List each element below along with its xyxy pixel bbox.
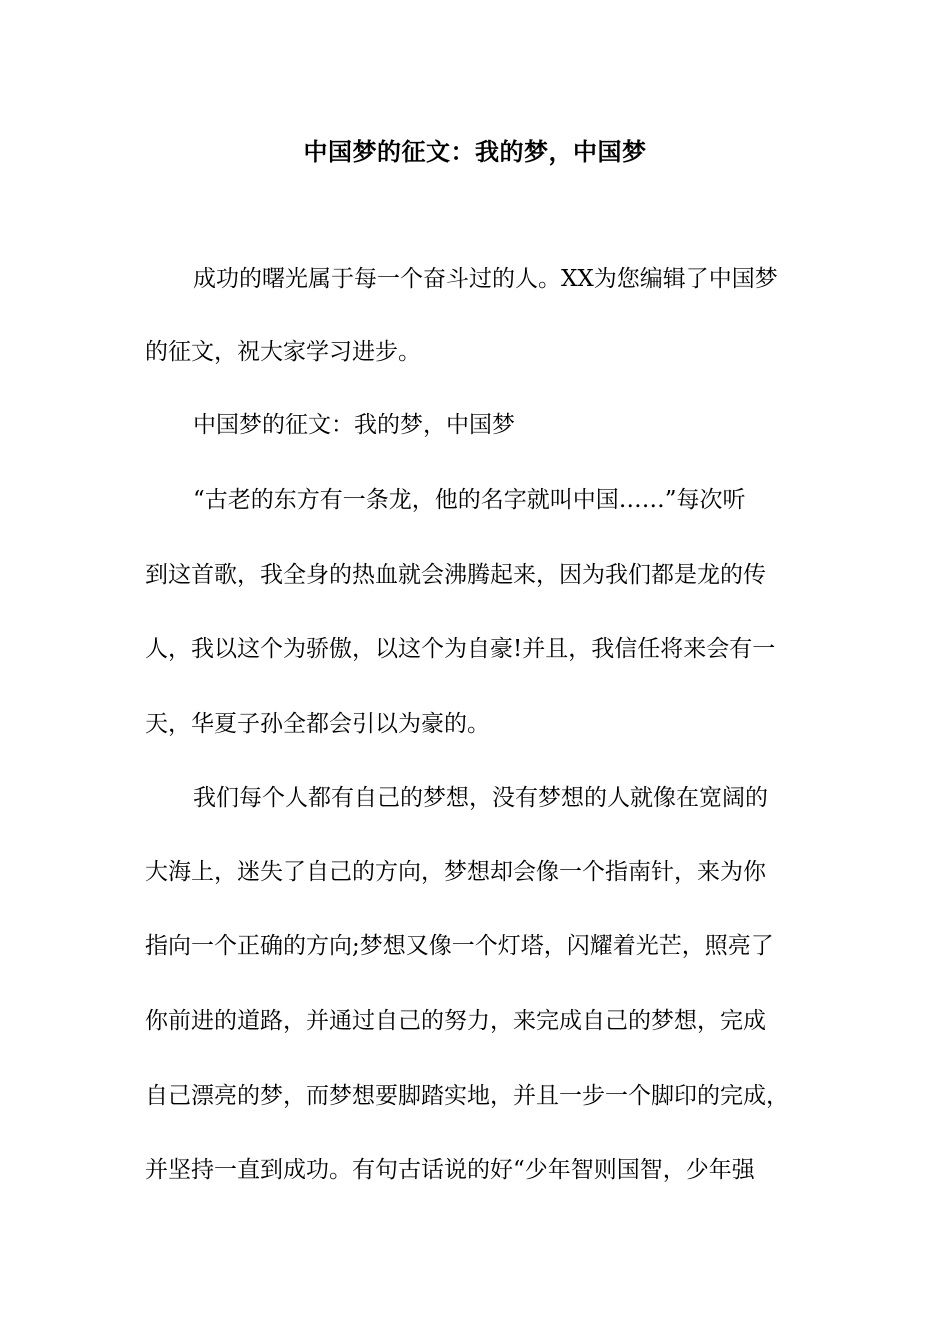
paragraph-line: 的征文，祝大家学习进步。 xyxy=(145,339,421,365)
paragraph-line: 人，我以这个为骄傲，以这个为自豪!并且，我信任将来会有一 xyxy=(145,636,776,662)
paragraph-line: 到这首歌，我全身的热血就会沸腾起来，因为我们都是龙的传 xyxy=(145,562,766,588)
paragraph-line: 大海上，迷失了自己的方向，梦想却会像一个指南针，来为你 xyxy=(145,859,766,885)
paragraph-line: 成功的曙光属于每一个奋斗过的人。XX为您编辑了中国梦 xyxy=(193,266,778,292)
paragraph-line: 自己漂亮的梦，而梦想要脚踏实地，并且一步一个脚印的完成， xyxy=(145,1083,789,1109)
paragraph-line: 天，华夏子孙全都会引以为豪的。 xyxy=(145,711,490,737)
paragraph-line: 我们每个人都有自己的梦想，没有梦想的人就像在宽阔的 xyxy=(193,785,768,811)
document-title: 中国梦的征文：我的梦，中国梦 xyxy=(303,137,647,166)
paragraph-line: 中国梦的征文：我的梦，中国梦 xyxy=(193,412,515,438)
paragraph-line: “古老的东方有一条龙，他的名字就叫中国……”每次听 xyxy=(193,487,746,513)
paragraph-line: 并坚持一直到成功。有句古话说的好“少年智则国智，少年强 xyxy=(145,1157,755,1183)
paragraph-line: 你前进的道路，并通过自己的努力，来完成自己的梦想，完成 xyxy=(145,1008,766,1034)
paragraph-line: 指向一个正确的方向;梦想又像一个灯塔，闪耀着光芒，照亮了 xyxy=(145,933,774,959)
